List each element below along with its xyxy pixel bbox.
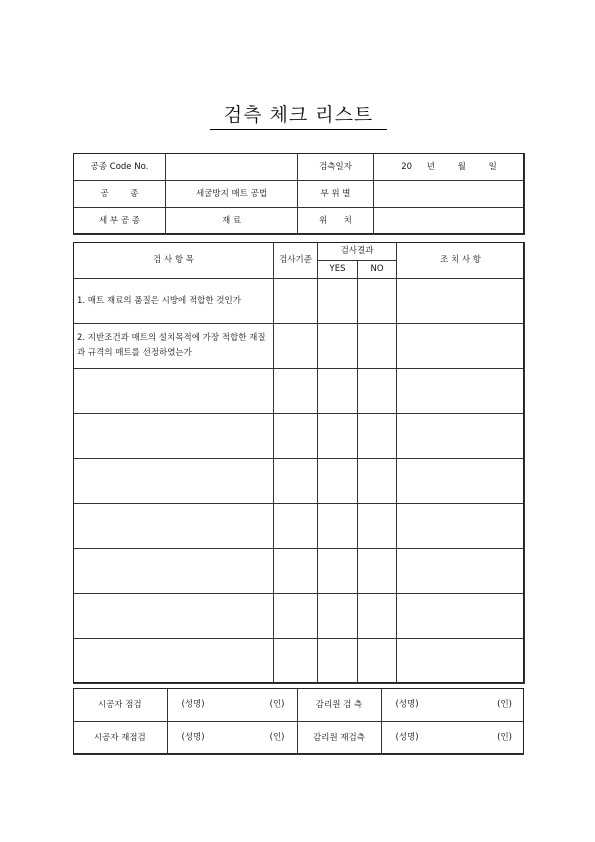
- table-row: [74, 594, 525, 639]
- table-row: [74, 414, 525, 459]
- check-standard[interactable]: [274, 459, 318, 504]
- sub-work-value[interactable]: 재 료: [166, 208, 298, 235]
- table-row: [74, 369, 525, 414]
- check-yes[interactable]: [318, 324, 358, 369]
- col-header-action: 조 치 사 항: [397, 243, 525, 279]
- check-yes[interactable]: [318, 549, 358, 594]
- code-label: 공종 Code No.: [74, 154, 166, 181]
- seal-label: (인): [269, 699, 285, 710]
- check-action[interactable]: [397, 279, 525, 324]
- check-item: [74, 414, 274, 459]
- check-yes[interactable]: [318, 369, 358, 414]
- check-action[interactable]: [397, 459, 525, 504]
- check-standard[interactable]: [274, 414, 318, 459]
- sub-work-label: 세 부 공 종: [74, 208, 166, 235]
- check-standard[interactable]: [274, 279, 318, 324]
- check-item: [74, 504, 274, 549]
- col-header-standard: 검사기준: [274, 243, 318, 279]
- check-yes[interactable]: [318, 279, 358, 324]
- seal-label: (인): [269, 732, 285, 743]
- date-month-unit: 월: [457, 161, 466, 172]
- date-day-unit: 일: [488, 161, 497, 172]
- supervisor-recheck-sign[interactable]: [381, 722, 524, 755]
- col-header-yes: YES: [318, 261, 358, 279]
- header-info-table: [73, 153, 525, 235]
- check-no[interactable]: [358, 549, 397, 594]
- check-action[interactable]: [397, 639, 525, 684]
- contractor-reinspector-sign[interactable]: [167, 722, 297, 755]
- table-row: [74, 504, 525, 549]
- col-header-result: 검사결과: [318, 243, 397, 261]
- supervisor-recheck-label: 감리원 재검측: [297, 722, 381, 755]
- code-value[interactable]: [166, 154, 298, 181]
- check-no[interactable]: [358, 414, 397, 459]
- check-item: [74, 594, 274, 639]
- check-no[interactable]: [358, 594, 397, 639]
- table-row: [74, 279, 525, 324]
- work-type-label: 공 종: [74, 181, 166, 208]
- check-standard[interactable]: [274, 549, 318, 594]
- signature-table: [73, 688, 524, 755]
- col-header-no: NO: [358, 261, 397, 279]
- check-action[interactable]: [397, 414, 525, 459]
- title-underline: [210, 129, 387, 130]
- check-standard[interactable]: [274, 639, 318, 684]
- check-standard[interactable]: [274, 324, 318, 369]
- table-row: [74, 639, 525, 684]
- work-type-value[interactable]: 세굴방지 매트 공법: [166, 181, 298, 208]
- check-yes[interactable]: [318, 414, 358, 459]
- seal-label: (인): [497, 699, 512, 710]
- page-title: 검측 체크 리스트: [223, 104, 374, 126]
- location-value[interactable]: [374, 208, 525, 235]
- seal-label: (인): [497, 732, 512, 743]
- check-yes[interactable]: [318, 594, 358, 639]
- check-item: 1. 매트 재료의 품질은 시방에 적합한 것인가: [74, 279, 274, 324]
- check-item: [74, 639, 274, 684]
- check-item: [74, 549, 274, 594]
- name-label: (성명): [395, 732, 419, 743]
- contractor-reinspector-label: 시공자 재점검: [73, 722, 167, 755]
- part-label: 부 위 별: [298, 181, 374, 208]
- inspect-date-value[interactable]: [374, 154, 525, 181]
- check-no[interactable]: [358, 639, 397, 684]
- check-standard[interactable]: [274, 504, 318, 549]
- check-action[interactable]: [397, 594, 525, 639]
- check-no[interactable]: [358, 459, 397, 504]
- supervisor-check-sign[interactable]: [381, 689, 524, 722]
- check-item: [74, 459, 274, 504]
- supervisor-check-label: 감리원 검 측: [297, 689, 381, 722]
- check-no[interactable]: [358, 324, 397, 369]
- check-action[interactable]: [397, 369, 525, 414]
- check-standard[interactable]: [274, 594, 318, 639]
- location-label: 위 치: [298, 208, 374, 235]
- check-yes[interactable]: [318, 639, 358, 684]
- table-row: [74, 549, 525, 594]
- inspect-date-label: 검측일자: [298, 154, 374, 181]
- name-label: (성명): [395, 699, 419, 710]
- name-label: (성명): [181, 732, 205, 743]
- table-row: [74, 324, 525, 369]
- check-action[interactable]: [397, 549, 525, 594]
- check-no[interactable]: [358, 369, 397, 414]
- part-value[interactable]: [374, 181, 525, 208]
- date-year-unit: 년: [426, 161, 435, 172]
- contractor-inspector-label: 시공자 점검: [73, 689, 167, 722]
- check-item: [74, 369, 274, 414]
- check-no[interactable]: [358, 504, 397, 549]
- check-action[interactable]: [397, 324, 525, 369]
- check-no[interactable]: [358, 279, 397, 324]
- col-header-item: 검 사 항 목: [74, 243, 274, 279]
- check-yes[interactable]: [318, 459, 358, 504]
- contractor-inspector-sign[interactable]: [167, 689, 297, 722]
- name-label: (성명): [181, 699, 205, 710]
- checklist-table: [73, 242, 525, 684]
- check-standard[interactable]: [274, 369, 318, 414]
- date-year: 20: [401, 161, 413, 172]
- table-row: [74, 459, 525, 504]
- check-yes[interactable]: [318, 504, 358, 549]
- check-item: 2. 지반조건과 매트의 설치목적에 가장 적합한 재질과 규격의 매트를 선정하였는가: [74, 324, 274, 369]
- check-action[interactable]: [397, 504, 525, 549]
